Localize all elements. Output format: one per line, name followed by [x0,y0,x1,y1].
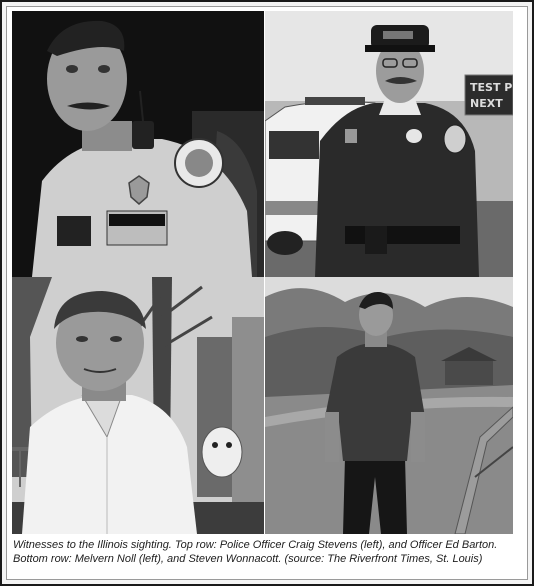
photo-officer-craig-stevens [12,11,264,277]
road-sign-line1: TEST P [470,81,513,94]
photo-panel [6,6,528,580]
photo-caption: Witnesses to the Illinois sighting. Top row: Police Officer Craig Stevens (left), and Officer Ed Barton. Bottom row: Melvern Noll (left), and Steven Wonnacott. (source: The Riverfront Times, St. Louis) [13,539,498,565]
photo-steven-wonnacott [265,277,513,534]
photo-officer-ed-barton [265,11,513,277]
road-sign-line2: NEXT [470,97,503,110]
photo-melvern-noll [12,277,264,534]
